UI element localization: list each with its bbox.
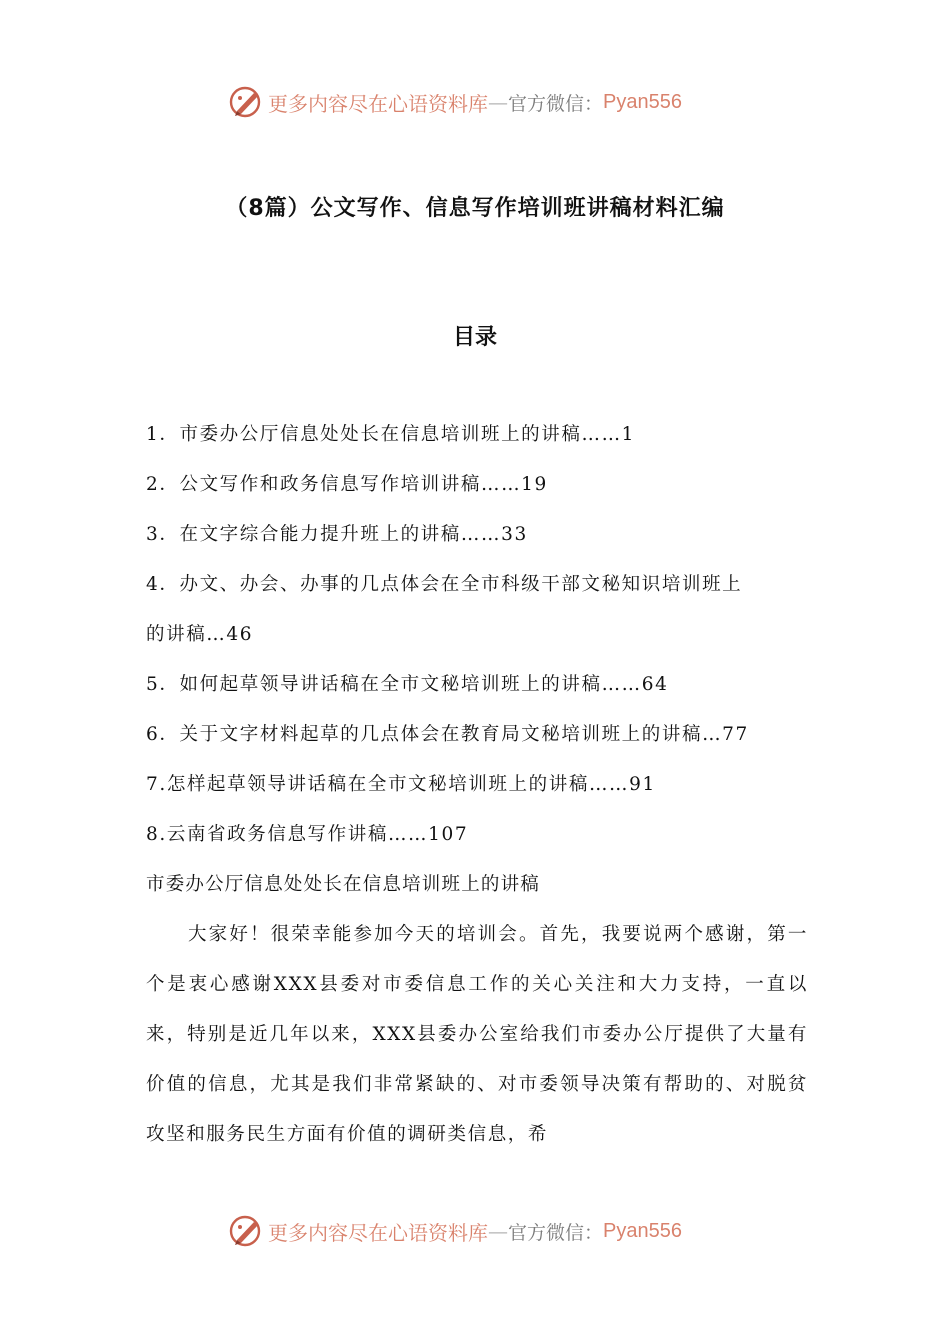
- banner-separator: —: [488, 1219, 508, 1243]
- banner-wechat-id: Pyan556: [603, 1219, 682, 1242]
- toc-heading: 目录: [452, 325, 497, 351]
- toc-item[interactable]: 6．关于文字材料起草的几点体会在教育局文秘培训班上的讲稿…77: [146, 724, 749, 745]
- banner-brand-text: 更多内容尽在心语资料库: [268, 91, 488, 116]
- banner-brand-text: 更多内容尽在心语资料库: [268, 1220, 488, 1245]
- table-of-contents: [146, 410, 816, 860]
- pen-logo-icon: [228, 84, 264, 120]
- body-paragraph: 大家好！很荣幸能参加今天的培训会。首先，我要说两个感谢，第一个是衷心感谢XXX县委对市委信息工作的关心关注和大力支持，一直以来，特别是近几年以来，XXX县委办公室给我们市委办公厅提供了大量有价值的信息，尤其是我们非常紧缺的、对市委领导决策有帮助的、对脱贫攻坚和服务民生方面有价值的调研类信息，希: [146, 924, 808, 1145]
- toc-item[interactable]: 8.云南省政务信息写作讲稿……107: [146, 824, 469, 845]
- pen-logo-icon: [228, 1213, 264, 1249]
- toc-item[interactable]: 2．公文写作和政务信息写作培训讲稿……19: [146, 474, 548, 495]
- toc-item[interactable]: 3．在文字综合能力提升班上的讲稿……33: [146, 524, 528, 545]
- toc-item[interactable]: 1．市委办公厅信息处处长在信息培训班上的讲稿……1: [146, 424, 636, 445]
- toc-item[interactable]: 4．办文、办会、办事的几点体会在全市科级干部文秘知识培训班上 的讲稿…46: [146, 560, 816, 660]
- section-title: 市委办公厅信息处处长在信息培训班上的讲稿: [146, 874, 541, 895]
- toc-item-continuation: 的讲稿…46: [146, 624, 254, 645]
- footer-watermark-banner: [228, 1211, 788, 1251]
- banner-wechat-label: 官方微信：: [508, 92, 604, 115]
- banner-wechat-label: 官方微信：: [508, 1221, 604, 1244]
- document-title: （8篇）公文写作、信息写作培训班讲稿材料汇编: [225, 195, 725, 221]
- banner-separator: —: [488, 90, 508, 114]
- toc-item[interactable]: 7.怎样起草领导讲话稿在全市文秘培训班上的讲稿……91: [146, 774, 656, 795]
- toc-item[interactable]: 5．如何起草领导讲话稿在全市文秘培训班上的讲稿……64: [146, 674, 669, 695]
- header-watermark-banner: [228, 82, 788, 122]
- banner-wechat-id: Pyan556: [603, 90, 682, 113]
